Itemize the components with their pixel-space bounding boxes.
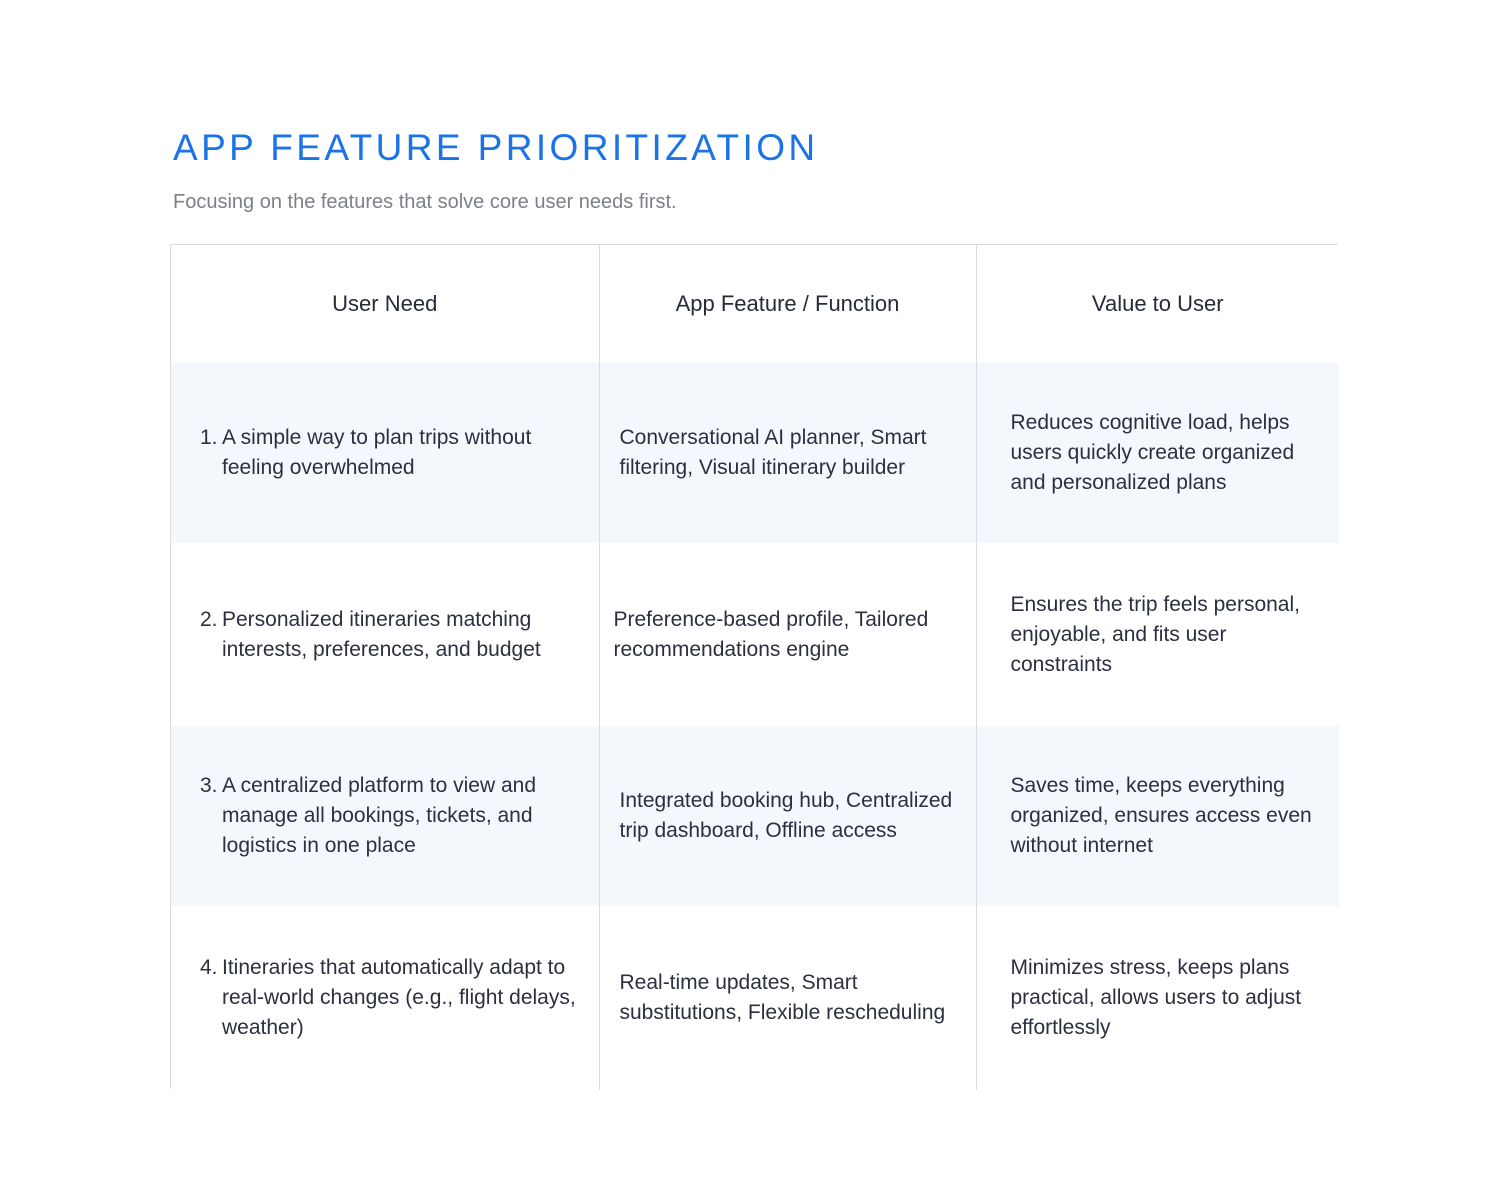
value-cell: Ensures the trip feels personal, enjoyable, and fits user constraints bbox=[976, 543, 1339, 726]
feature-cell: Preference-based profile, Tailored recommendations engine bbox=[599, 543, 976, 726]
feature-cell: Integrated booking hub, Centralized trip dashboard, Offline access bbox=[599, 726, 976, 906]
user-need-text: Personalized itineraries matching interests, preferences, and budget bbox=[222, 607, 541, 661]
value-cell: Saves time, keeps everything organized, ensures access even without internet bbox=[976, 726, 1339, 906]
user-need-cell bbox=[171, 906, 599, 1090]
table-row bbox=[171, 363, 1339, 543]
user-need-cell bbox=[171, 543, 599, 726]
column-header-value: Value to User bbox=[976, 245, 1339, 363]
user-need-text: Itineraries that automatically adapt to real-world changes (e.g., flight delays, weather) bbox=[222, 956, 576, 1039]
user-need-text: A simple way to plan trips without feeling overwhelmed bbox=[222, 426, 532, 479]
row-number: 1. bbox=[200, 426, 218, 449]
page-title: APP FEATURE PRIORITIZATION bbox=[173, 127, 819, 168]
prioritization-table bbox=[170, 244, 1338, 1089]
table-row bbox=[171, 726, 1339, 906]
table-header-row bbox=[171, 245, 1339, 363]
column-header-app-feature: App Feature / Function bbox=[599, 245, 976, 363]
user-need-cell bbox=[171, 363, 599, 543]
page-subtitle: Focusing on the features that solve core user needs first. bbox=[173, 191, 677, 213]
table-row bbox=[171, 906, 1339, 1090]
column-header-user-need: User Need bbox=[171, 245, 599, 363]
user-need-cell bbox=[171, 726, 599, 906]
row-number: 3. bbox=[200, 774, 218, 797]
feature-cell: Conversational AI planner, Smart filtering, Visual itinerary builder bbox=[599, 363, 976, 543]
value-cell: Reduces cognitive load, helps users quickly create organized and personalized plans bbox=[976, 363, 1339, 543]
user-need-text: A centralized platform to view and manage all bookings, tickets, and logistics in one place bbox=[222, 774, 536, 857]
row-number: 4. bbox=[200, 956, 218, 979]
row-number: 2. bbox=[200, 607, 218, 631]
table-row bbox=[171, 543, 1339, 726]
feature-cell: Real-time updates, Smart substitutions, Flexible rescheduling bbox=[599, 906, 976, 1090]
value-cell: Minimizes stress, keeps plans practical, allows users to adjust effortlessly bbox=[976, 906, 1339, 1090]
